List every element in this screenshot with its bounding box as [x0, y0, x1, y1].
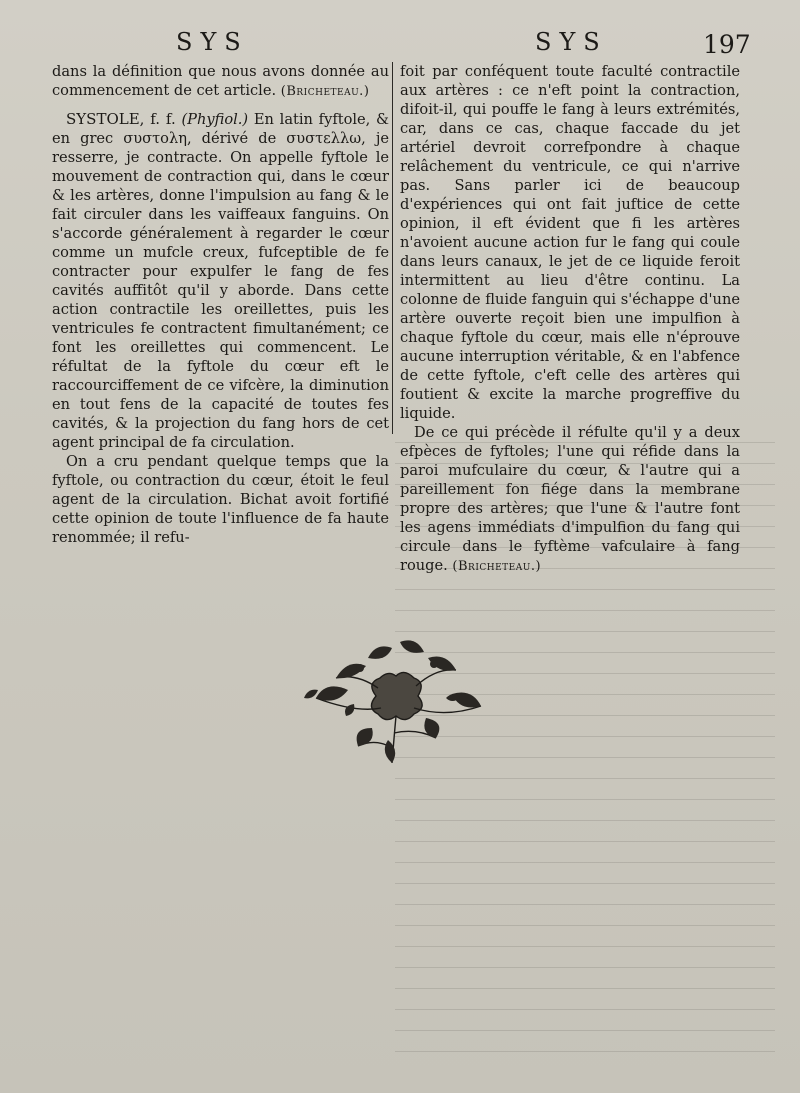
page-number: 197 [703, 30, 751, 59]
running-header [0, 24, 800, 58]
paragraph-text: dans la définition que nous avons donnée au commencement de cet article. [52, 63, 389, 99]
entry-domain-abbrev: (Phyfiol.) [181, 111, 249, 128]
entry-systole [52, 110, 389, 452]
entry-headword: SYSTOLE, f. f. [66, 110, 176, 128]
paragraph-text: De ce qui précède il réfulte qu'il y a deux efpèces de fyftoles; l'une qui réfide dans la paroi mufculaire du cœur, & l'autre qui a pareillement fon fiége dans la membrane propre des artères; que l'une & l'autre font les agens immédiats d'impulfion du fang qui circule dans le fyftème vafculaire à fang rouge. [400, 424, 740, 574]
right-column [400, 62, 740, 576]
author-signature: (Bricheteau.) [452, 559, 542, 574]
right-running-head: SYS [535, 28, 608, 56]
paragraph: On a cru pendant quelque temps que la fyftole, ou contraction du cœur, étoit le feul agent de la circulation. Bichat avoit fortifié cette opinion de toute l'influence de fa haute renommée; il refu- [52, 453, 389, 546]
paragraph: foit par conféquent toute faculté contractile aux artères : ce n'eft point la contraction, difoit-il, qui pouffe le fang à leurs extrémités, car, dans ce cas, chaque faccade du jet artériel devroit correfpondre à chaque relâchement du ventricule, ce qui n'arrive pas. Sans parler ici de beaucoup d'expériences qui ont fait juftice de cette opinion, il eft évident que fi les artères n'avoient aucune action fur le fang qui coule dans leurs canaux, le jet de ce liquide feroit intermittent au lieu d'être continu. La colonne de fluide fanguin qui s'échappe d'une artère ouverte reçoit bien une impulfion à chaque fyftole du cœur, mais elle n'éprouve aucune interruption véritable, & en l'abfence de cette fyftole, c'eft celle des artères qui foutient & excite la marche progreffive du liquide. [400, 63, 740, 422]
paragraph-conclusion [400, 423, 740, 576]
entry-text: En latin fyftole, & en grec συστολη, dérivé de συστελλω, je resserre, je contracte. On appelle fyftole le mouvement de contraction qui, dans le cœur & les artères, donne l'impulsion au fang & le fait circuler dans les vaiffeaux fanguins. On s'accorde généralement à regarder le cœur comme un mufcle creux, fufceptible de fe contracter pour expulfer le fang de fes cavités auffitôt qu'il y aborde. Dans cette action contractile les oreillettes, puis les ventricules fe contractent fimultanément; ce font les oreillettes qui commencent. Le réfultat de la fyftole du cœur eft le raccourciffement de ce vifcère, la diminution en tout fens de la capacité de toutes fes cavités, & la projection du fang hors de cet agent principal de fa circulation. [52, 111, 390, 451]
floral-vignette-icon [296, 628, 496, 778]
column-divider [392, 62, 393, 434]
left-running-head: SYS [176, 28, 249, 56]
paragraph-end-previous-entry [52, 62, 389, 101]
left-column [52, 62, 389, 547]
author-signature: (Bricheteau.) [280, 84, 370, 99]
